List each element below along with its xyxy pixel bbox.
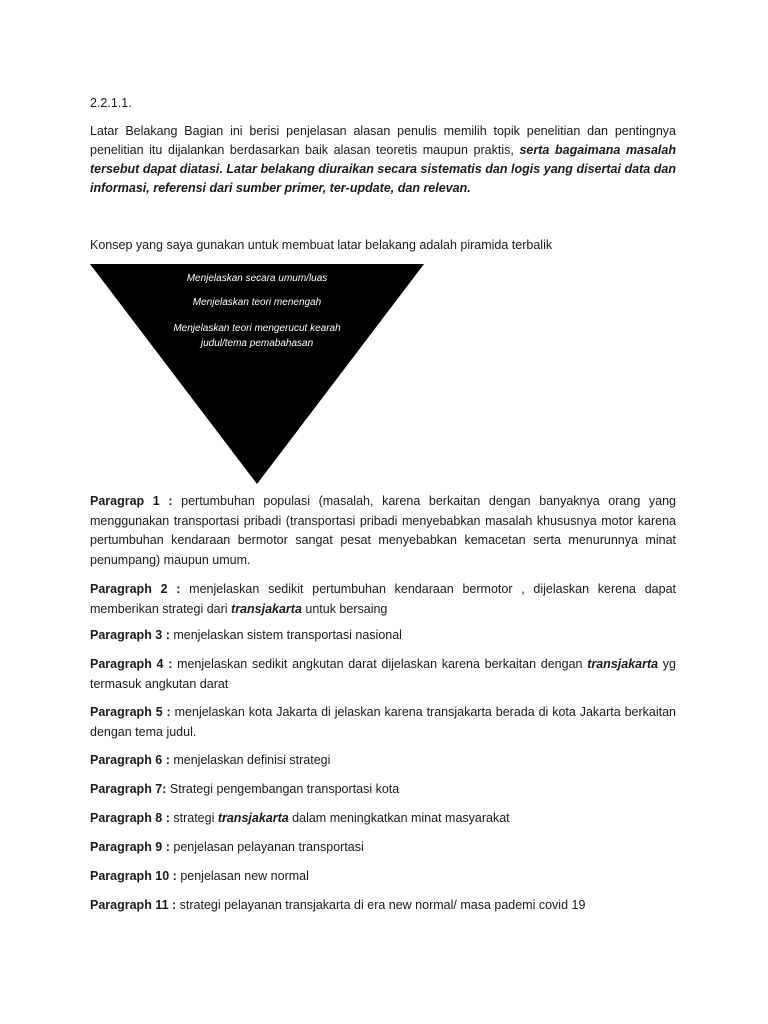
pyramid-level-2: Menjelaskan teori menengah: [192, 297, 322, 308]
pyramid-level-1: Menjelaskan secara umum/luas: [186, 273, 328, 284]
paragraph-label: Paragraph 5 :: [90, 705, 171, 719]
paragraph-10: [90, 867, 676, 887]
paragraph-italic: transjakarta: [587, 657, 659, 671]
paragraph-5: [90, 703, 676, 742]
paragraph-text: menjelaskan sedikit pertumbuhan kendaraan bermotor , dijelaskan kerena dapat memberikan strategi dari: [90, 582, 676, 616]
pyramid-level-3: Menjelaskan teori mengerucut kearah judul/tema pemabahasan: [173, 323, 341, 349]
paragraph-label: Paragraph 3 :: [90, 628, 170, 642]
paragraph-9: [90, 838, 676, 858]
paragraph-label: Paragraph 11 :: [90, 898, 177, 912]
paragraph-italic: transjakarta: [231, 601, 302, 616]
paragraph-label: Paragraph 2 :: [90, 582, 181, 596]
paragraph-italic: transjakarta: [217, 811, 289, 825]
paragraph-text: menjelaskan sedikit angkutan darat dijelaskan karena berkaitan dengan: [172, 657, 588, 671]
paragraph-text: pertumbuhan populasi (masalah, karena berkaitan dengan banyaknya orang yang menggunakan transportasi pribadi (transportasi pribadi menyebabkan masalah khususnya motor karena pertumbuhan kendaraan bermotor sangat pesat menyebabkan kemacetan serta menurunnya minat penumpang) maupun umum.: [90, 494, 676, 567]
paragraph-7: [90, 780, 676, 800]
paragraph-text: menjelaskan kota Jakarta di jelaskan karena transjakarta berada di kota Jakarta berkaitan dengan tema judul.: [90, 705, 677, 739]
paragraph-text: menjelaskan sistem transportasi nasional: [169, 628, 402, 642]
paragraph-text: strategi: [169, 811, 218, 825]
paragraph-text: yg termasuk angkutan darat: [90, 657, 676, 691]
paragraph-6: [90, 751, 676, 771]
intro-lead: Latar Belakang Bagian ini berisi penjelasan alasan penulis memilih topik penelitian dan pentingnya penelitian itu dijalankan berdasarkan baik alasan teoretis maupun praktis,: [90, 124, 676, 157]
paragraph-8: [90, 809, 676, 829]
paragraph-text: dalam meningkatkan minat masyarakat: [288, 811, 510, 825]
paragraph-label: Paragrap 1 :: [90, 494, 173, 508]
paragraph-11: [90, 896, 676, 916]
paragraph-4: [90, 655, 676, 694]
section-number: 2.2.1.1.: [90, 96, 132, 110]
paragraph-text: penjelasan new normal: [176, 869, 309, 883]
paragraph-1: [90, 492, 676, 570]
paragraph-label: Paragraph 10 :: [90, 869, 177, 883]
paragraph-label: Paragraph 6 :: [90, 753, 170, 767]
intro-paragraph: [90, 122, 676, 198]
paragraph-3: [90, 626, 676, 646]
paragraph-text: untuk bersaing: [301, 601, 388, 616]
paragraph-label: Paragraph 7:: [90, 782, 167, 796]
paragraph-text: penjelasan pelayanan transportasi: [169, 840, 364, 854]
paragraph-label: Paragraph 9 :: [90, 840, 170, 854]
konsep-text: Konsep yang saya gunakan untuk membuat latar belakang adalah piramida terbalik: [90, 238, 553, 252]
paragraph-label: Paragraph 8 :: [90, 811, 170, 825]
intro-italic: serta bagaimana masalah tersebut dapat diatasi. Latar belakang diuraikan secara sistematis dan logis yang disertai data dan informasi, referensi dari sumber primer, ter-update, dan relevan.: [90, 143, 676, 195]
paragraph-label: Paragraph 4 :: [90, 657, 173, 671]
paragraph-text: strategi pelayanan transjakarta di era new normal/ masa pademi covid 19: [176, 898, 586, 912]
paragraph-2: [90, 580, 676, 619]
paragraph-text: Strategi pengembangan transportasi kota: [166, 782, 400, 796]
paragraph-text: menjelaskan definisi strategi: [169, 753, 331, 767]
